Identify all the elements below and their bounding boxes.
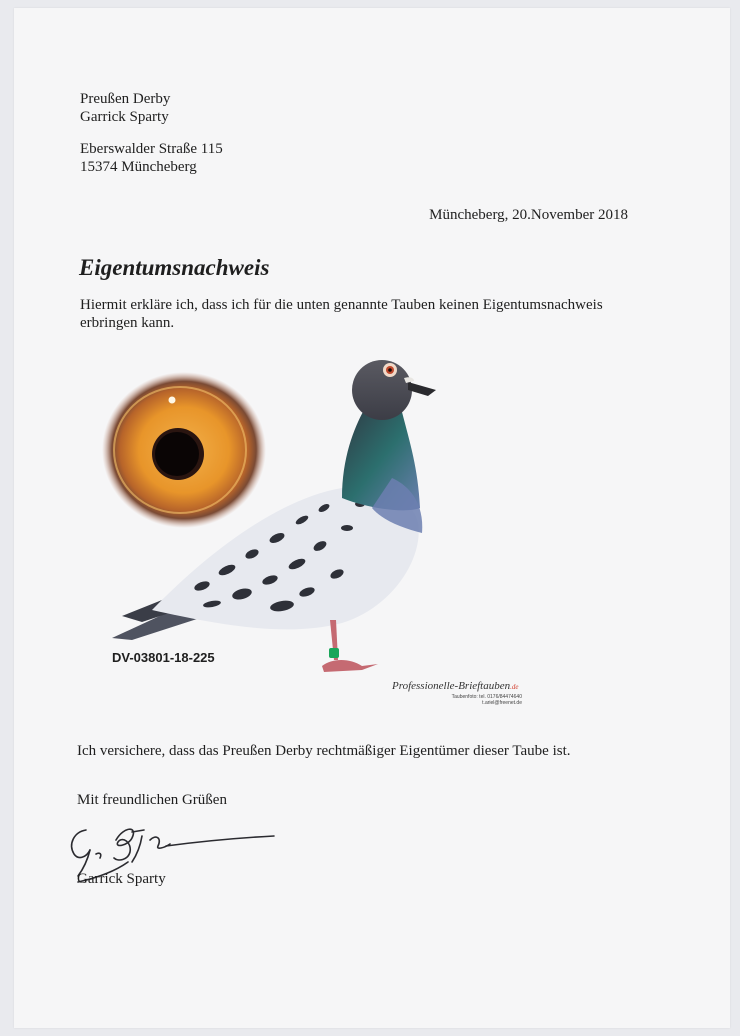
sender-street: Eberswalder Straße 115 — [80, 141, 223, 157]
signature-name: Garrick Sparty — [77, 871, 166, 887]
ring-number: DV-03801-18-225 — [112, 650, 215, 665]
document-title: Eigentumsnachweis — [79, 255, 270, 280]
watermark-email: t.ariel@freenet.de — [482, 700, 522, 706]
closing-text: Mit freundlichen Grüßen — [77, 792, 227, 808]
intro-line-2: erbringen kann. — [80, 315, 175, 331]
watermark-brand: Professionelle-Brieftauben — [392, 680, 511, 692]
pigeon-image — [92, 348, 442, 688]
sender-city: 15374 Müncheberg — [80, 159, 197, 175]
watermark-phone: Taubenfoto: tel. 0176/84474640 — [451, 694, 522, 700]
watermark-tld: .de — [510, 683, 519, 691]
sender-name: Garrick Sparty — [80, 109, 169, 125]
intro-line-1: Hiermit erkläre ich, dass ich für die unten genannte Tauben keinen Eigentumsnachweis — [80, 297, 603, 313]
assurance-text: Ich versichere, dass das Preußen Derby rechtmäßiger Eigentümer dieser Taube ist. — [77, 743, 571, 759]
place-date: Müncheberg, 20.November 2018 — [429, 207, 628, 223]
document-page — [14, 8, 730, 1028]
photo-watermark — [392, 676, 522, 706]
sender-org: Preußen Derby — [80, 91, 171, 107]
